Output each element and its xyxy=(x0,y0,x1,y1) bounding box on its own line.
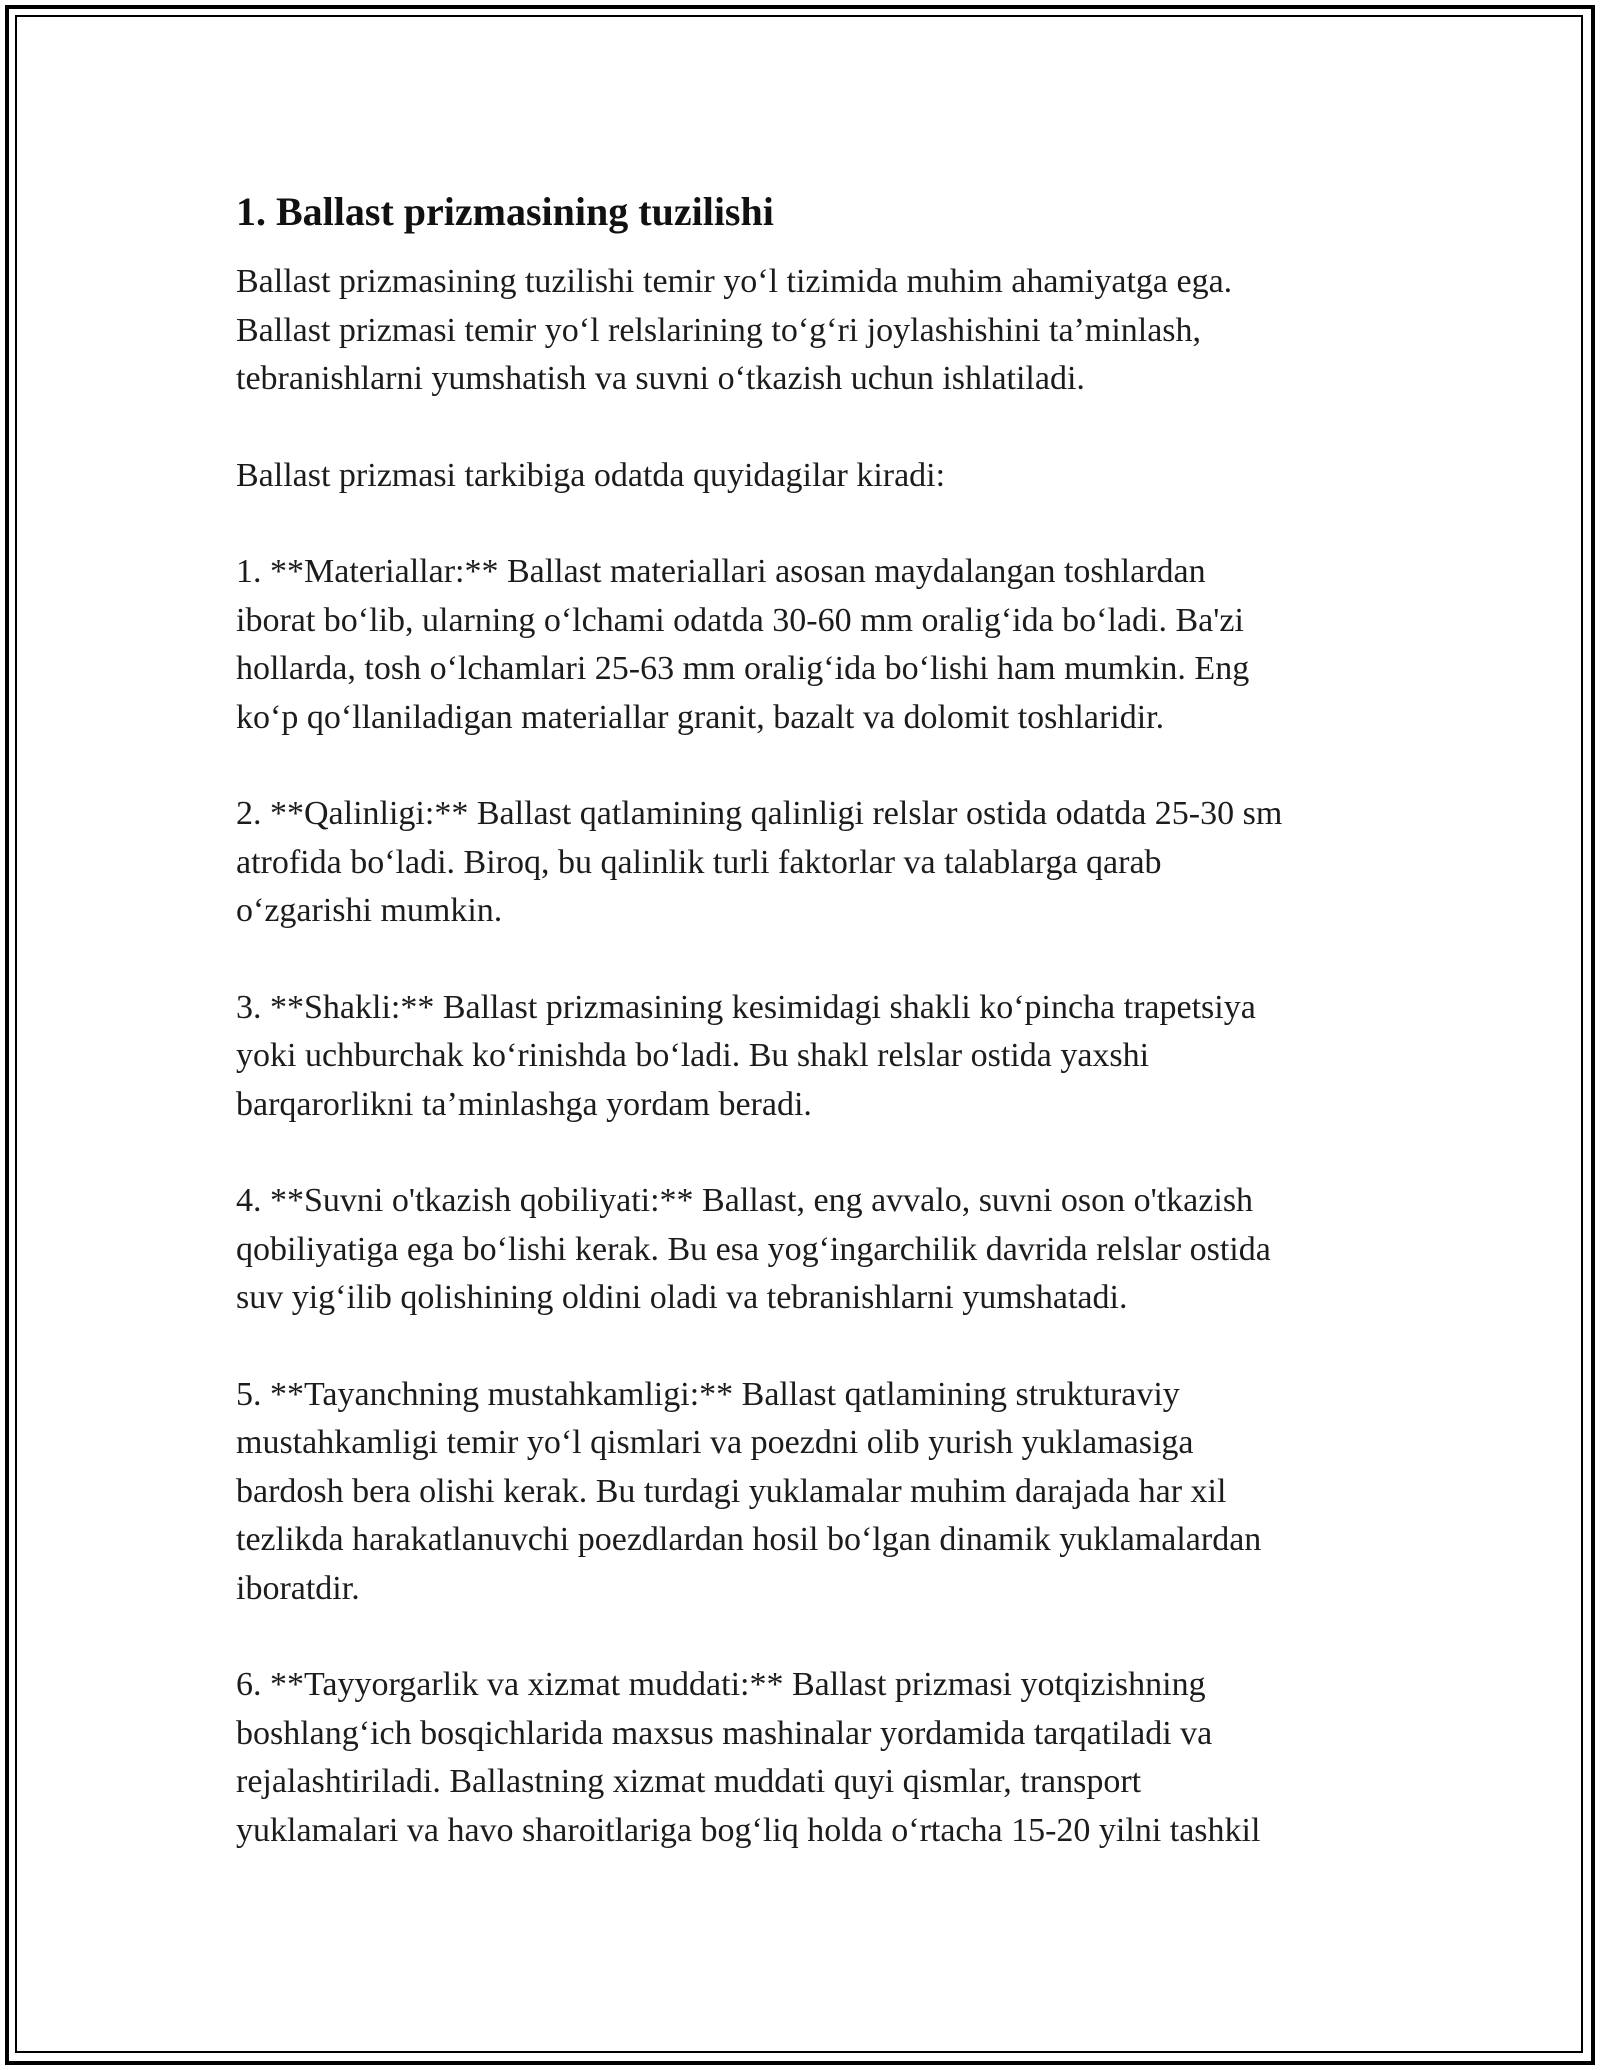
item-materials-paragraph: 1. **Materiallar:** Ballast materiallari asosan maydalangan toshlardan iborat bo‘lib, ularning o‘lchami odatda 30-60 mm oralig‘ida bo‘ladi. Ba'zi hollarda, tosh o‘lchamlari 25-63 mm oralig‘ida bo‘lishi ham mumkin. Eng ko‘p qo‘llaniladigan materiallar granit, bazalt va dolomit toshlaridir. xyxy=(236,553,1250,736)
item-service-life-paragraph: 6. **Tayyorgarlik va xizmat muddati:** Ballast prizmasi yotqizishning boshlang‘ich bosqichlarida maxsus mashinalar yordamida tarqatiladi va rejalashtiriladi. Ballastning xizmat muddati quyi qismlar, transport yuklamalari va havo sharoitlariga bog‘liq holda o‘rtacha 15-20 yilni tashkil xyxy=(236,1666,1261,1849)
list-intro-paragraph: Ballast prizmasi tarkibiga odatda quyidagilar kiradi: xyxy=(236,456,946,494)
document-body xyxy=(236,186,1376,1903)
item-shape-paragraph: 3. **Shakli:** Ballast prizmasining kesimidagi shakli ko‘pincha trapetsiya yoki uchburchak ko‘rinishda bo‘ladi. Bu shakl relslar ostida yaxshi barqarorlikni ta’minlashga yordam beradi. xyxy=(236,988,1256,1123)
item-thickness-paragraph: 2. **Qalinligi:** Ballast qatlamining qalinligi relslar ostida odatda 25-30 sm atrofida bo‘ladi. Biroq, bu qalinlik turli faktorlar va talablarga qarab o‘zgarishi mumkin. xyxy=(236,795,1283,929)
section-heading: 1. Ballast prizmasining tuzilishi xyxy=(236,189,774,234)
item-strength-paragraph: 5. **Tayanchning mustahkamligi:** Ballast qatlamining strukturaviy mustahkamligi temir yo‘l qismlari va poezdni olib yurish yuklamasiga bardosh bera olishi kerak. Bu turdagi yuklamalar muhim darajada har xil tezlikda harakatlanuvchi poezdlardan hosil bo‘lgan dinamik yuklamalardan iboratdir. xyxy=(236,1375,1262,1607)
item-drainage-paragraph: 4. **Suvni o'tkazish qobiliyati:** Ballast, eng avvalo, suvni oson o'tkazish qobiliyatiga ega bo‘lishi kerak. Bu esa yog‘ingarchilik davrida relslar ostida suv yig‘ilib qolishining oldini oladi va tebranishlarni yumshatadi. xyxy=(236,1182,1271,1316)
intro-paragraph: Ballast prizmasining tuzilishi temir yo‘l tizimida muhim ahamiyatga ega. Ballast prizmasi temir yo‘l relslarining to‘g‘ri joylashishini ta’minlash, tebranishlarni yumshatish va suvni o‘tkazish uchun ishlatiladi. xyxy=(236,263,1233,397)
